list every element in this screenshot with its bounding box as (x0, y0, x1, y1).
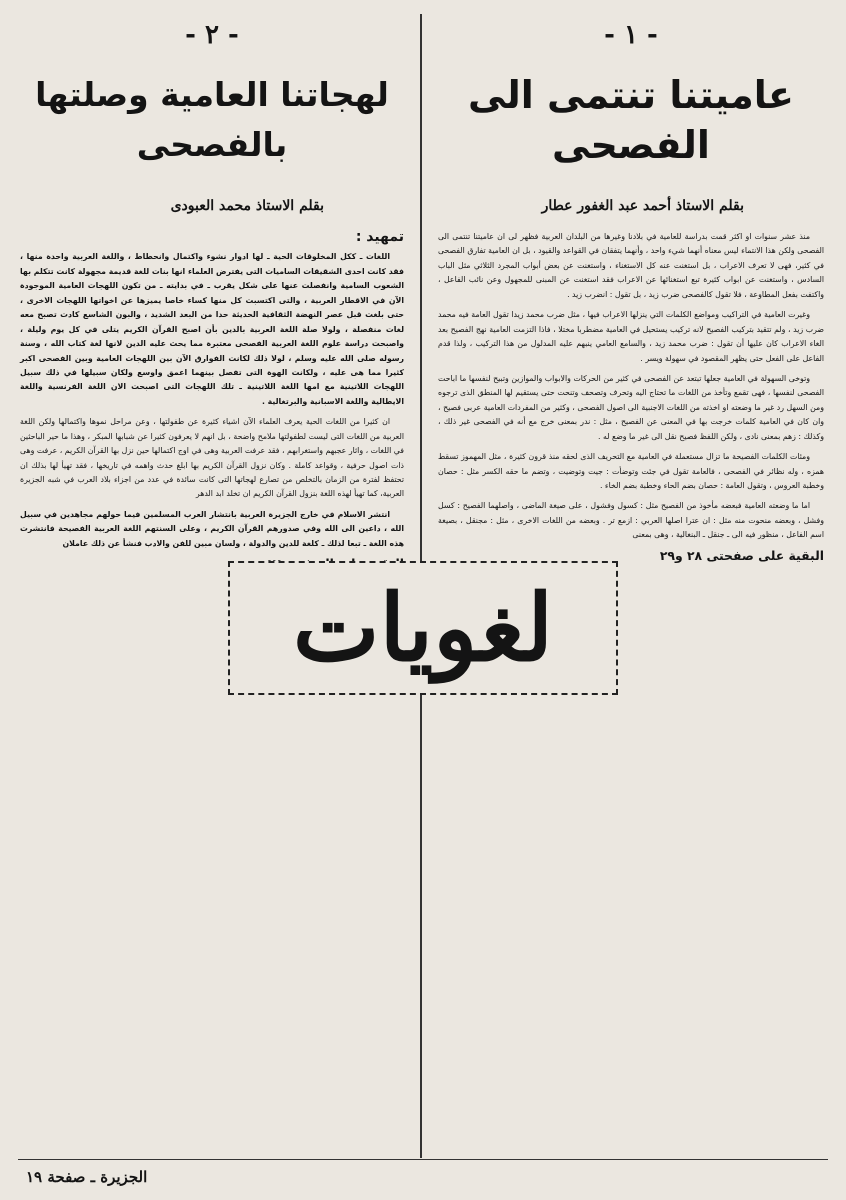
section-label: تمهيد : (355, 229, 404, 245)
paragraph: ان كثيرا من اللغات الحية يعرف العلماء الآن اشياء كثيرة عن طفولتها ، وعن مراحل نموها واكتمالها ولكن اللغة العربية من اللغات التى ليست لطفولتها ملامح واضحة ، بل انهم لا يعرفون كثيرا عن شبابها المبكر ، وهذا ما حير الباحثين في اللغات ، واثار عجبهم واستغرابهم ، فقد عرفت العربية وهى في اوج اكتمالها حين نزل بها القرآن الكريم ، عرفت وهى ذات اصول حرفية ، وقواعد كاملة . وكان نزول القرآن الكريم بها ابلغ حدث واهمه في تاريخها ، فقد تهيأ لها بذلك ان تحتفظ لفترة من الزمان بالتخلص من تصارع لهجاتها التى كانت سائدة في عدد من اجزاء بلاد العرب في شبه الجزيرة العربية، كما تهيأ لهذه اللغة بنزول القرآن الكريم ان تخلد ابد الدهر (20, 417, 404, 499)
paragraph: انتشر الاسلام في خارج الجزيرة العربية بانتشار العرب المسلمين فيما حولهم مجاهدين في سبيل الله ، داعين الى الله وفي صدورهم القرآن الكريم ، وعلى السنتهم اللغة العربية الفصيحة فانتشرت هذه اللغة ـ تبعا لذلك ـ كلغة للدين والدولة ، ولسان مبين للفن والادب فنشأ عن ذلك عاملان (20, 509, 404, 548)
article-byline: بقلم الاستاذ محمد العبودى (170, 198, 324, 214)
paragraph: وتوخى السهولة في العامية جعلها تبتعد عن الفصحى في كثير من الحركات والابواب والموازين وتبيح لنفسها ما اباحت الفصحى لنفسها ، فهى تقمع وتأخذ من اللغات ما تحتاج اليه وتحرف وتصحف وتنحت حتى يستقيم لها المنطق الذى ترجوه ومن السهل رد غير ما وضعته او اخذته من اللغات الاجنبية الى اصول الفصحى ، وكثير من المفردات العامية عربى فصيح ، وان كان في العامية كلمات خرجت بها في المعنى عن الفصيح ، مثل : ندر بمعنى خرج مع أنه في الفصحى غير ذلك ، وكذلك : زهم بمعنى نادى ، ولكن اللفظ فصيح نقل الى غير ما وضع له . (438, 373, 824, 441)
paragraph: منذ عشر سنوات او اكثر قمت بدراسة للعامية في بلادنا وغيرها من البلدان العربية فظهر لى ان عاميتنا تنتمى الى الفصحى ولكن هذا الانتماء ليس معناه أنهما شيء واحد ، وأنهما يتفقان في القواعد والقيود ، بل ان العامية تفارق الفصحى في كثير، فهى لا تعرف الاعراب ، بل استغنت عنه كل الاستغناء ، واستغنت عن بعض أبواب المجرد الثلاثي مثل الباب السادس ، واستغنت عن ابواب كثيرة تبع استغنائها عن الاعراب فقد استغنت عن المبنى للمجهول وعن نائب الفاعل ، واكتفت بفعل المطاوعة ، فلا تقول كالفصحى ضرب زيد ، بل تقول : انضرب زيد . (438, 232, 824, 299)
article-headline: لهجاتنا العامية وصلتها بالفصحى (35, 75, 389, 164)
page-footer: الجزيرة ـ صفحة ١٩ (26, 1168, 148, 1186)
paragraph: اللغات ـ ككل المخلوقات الحية ـ لها ادوار نشوء واكتمال وانحطاط ، واللغة العربية واحدة منها ، فقد كانت احدى الشقيقات الساميات التى يفترض العلماء انها بنات للغة قديمة مجهولة كانت تتكلم بها الشعوب السامية وانفصلت عنها على شكل يقرب ـ في بدايته ـ من تكون اللهجات العامية الموجودة الآن في الاقطار العربية ، والتى اكتسبت كل منها كساء خاصا يميزها عن اخواتها اللهجات الاخرى ، حتى بلغت قبل عصر النهضة الثقافية الحديثة حدا من البعد الشديد ، والبون الشاسع كادت تصبح معه لغات منفصلة ، ولولا صلة اللغة العربية بالدين بأن اصبح القرآن الكريم يتلى في كل يوم وليلة ، واصبحت دراسة علوم اللغة العربية الفصحى معتبرة مما يحث عليه الدين لانها لغة كتاب الله ، وسنة رسوله صلى الله عليه وسلم ، لولا ذلك لكانت الفوارق الآن بين اللهجات العامية وبين الفصحى اكبر كثيرا مما هى عليه ، ولكانت الهوة التى تفصل بينهما اعمق واوسع ولكان سبيلها في ذلك سبيل اللهجات اللاتينية مع امها اللغة اللاتينية ـ تلك اللهجات التى اصبحت الان اللغة الفرنسية واللغة الايطالية واللغة الاسبانية والبرتغالية . (20, 252, 404, 406)
section-logo-box (228, 561, 618, 695)
footer-rule (18, 1159, 828, 1160)
continued-note: البقية على صفحتى ٢٨ و٢٩ (659, 547, 824, 563)
article-body (20, 230, 404, 572)
page-number: - ١ - (604, 20, 658, 50)
paragraph: ومئات الكلمات الفصيحة ما تزال مستعملة في العامية مع التحريف الذى لحقه منذ قرون كثيرة ، مثل المهموز تسقط همزه ، وله نظائر في الفصحى ، فالعامة تقول في جئت وتوضأت : جيت وتوضيت ، وتضم ما حقه الكسر مثل : حصان وخطبة العروس ، وتقول العامة : حصان بضم الحاء وخطبة بضم الخاء . (438, 452, 824, 490)
article-byline: بقلم الاستاذ أحمد عبد الغفور عطار (541, 198, 744, 214)
paragraph: اما ما وضعته العامية فبعضه مأخوذ من الفصيح مثل : كسول وفشول ، على صيغة الماضى ، واصلهما الفصيح : كسل وفشل ، وبعضه منحوت منه مثل : ان عترا اصلها العربي : ازمع تر . وبعضه من اللغات الاخرى ، مثل : مجنقل ، بصيغة اسم الفاعل ، منظور فيه الى ـ جنقل ـ البنغالية ، وهى بمعنى (438, 501, 824, 540)
page-number: - ٢ - (185, 20, 239, 50)
paragraph: وغيرت العامية في التراكيب ومواضع الكلمات التي ينزلها الاعراب فيها ، مثل ضرب محمد زيدا تقول العامة فيه محمد ضرب زيد ، ولم تتقيد بتركيب الفصيح لانه تركيب يستحيل في العامية مضطربا مختلا ، فاذا التزمت العامية نهج الفصيح بعد الغاء الاعراب كان عليها أن تقول : ضرب محمد زيد ، والسامع العامي ينبهم عليه المدلول من هذا التركيب ، ولذا قدم الفاعل على الفعل حتى يظهر المقصود في سهولة ويسر . (438, 310, 824, 363)
section-logo: لغويات (292, 574, 554, 682)
article-body (438, 230, 824, 563)
article-headline: عاميتنا تنتمى الى الفصحى (468, 73, 794, 167)
